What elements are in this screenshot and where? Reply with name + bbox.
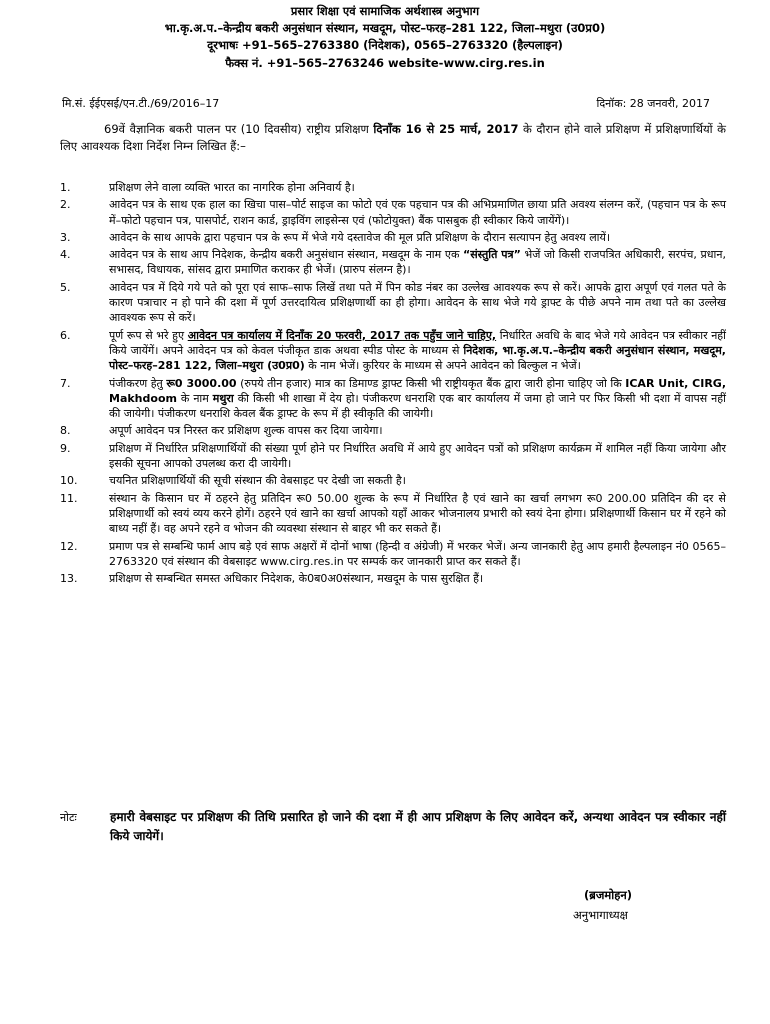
header-line-1: प्रसार शिक्षा एवं सामाजिक अर्थशास्त्र अनुभाग — [290, 4, 480, 18]
list-item — [60, 491, 726, 537]
item-text: प्रशिक्षण लेने वाला व्यक्ति भारत का नागरिक होना अनिवार्य है। — [109, 181, 355, 194]
item-number: 3. — [60, 230, 71, 244]
signatory-designation: अनुभागाध्यक्ष — [573, 908, 628, 922]
signatory-name: (ब्रजमोहन) — [584, 888, 632, 902]
list-item — [60, 473, 726, 488]
item-text: अपूर्ण आवेदन पत्र निरस्त कर प्रशिक्षण शुल्क वापस कर दिया जायेगा। — [109, 424, 383, 438]
header-line-3: दूरभाषः +91–565–2763380 (निदेशक), 0565–2763320 (हैल्पलाइन) — [207, 38, 563, 52]
item-text: निर्धारित अवधि के बाद भेजे गये आवेदन पत्र स्वीकार नहीं किये जायेंगें। अपने आवेदन पत्र को केवल पंजीकृत डाक अथवा स्पीड पोस्ट के माध्यम से — [109, 328, 726, 357]
item-number: 4. — [60, 248, 71, 262]
deadline-text: आवेदन पत्र कार्यालय में दिनॉंक 20 फरवरी, 2017 तक पहुँच जाने चाहिए, — [187, 328, 497, 342]
item-number: 8. — [60, 424, 71, 438]
item-text: की किसी भी शाखा में देय हो। पंजीकरण धनराशि एक बार कार्यालय में जमा हो जाने पर फिर किसी भी दशा में वापस नहीं की जायेगी। पंजीकरण धनराशि केवल बैंक ड्राफ्ट के रूप में ही स्वीकृति की जायेगी। — [109, 391, 726, 421]
guidelines-list — [60, 180, 726, 588]
item-number: 7. — [60, 376, 71, 390]
item-number: 11. — [60, 491, 78, 505]
list-item — [60, 539, 726, 570]
item-text: पूर्ण रूप से भरे हुए — [109, 328, 188, 342]
postal-address: निदेशक, भा.कृ.अ.प.–केन्द्रीय बकरी अनुसंधान संस्थान, मखदूम, पोस्ट–फरह–281 122, जिला–मथुरा (उ0प्र0) — [109, 343, 726, 373]
list-item — [60, 571, 726, 586]
list-item — [60, 197, 726, 228]
list-item — [60, 423, 726, 438]
list-item — [60, 280, 726, 326]
item-text: चयनित प्रशिक्षणार्थियों की सूची संस्थान की वेबसाइट पर देखी जा सकती है। — [109, 474, 406, 488]
item-text: आवेदन पत्र में दिये गये पते को पूरा एवं साफ–साफ लिखें तथा पते में पिन कोड नंबर का उल्लेख आवश्यक रूप से करें। आपके द्वारा अपूर्ण एवं गलत पते के कारण पत्राचार न हो पाने की दशा में पूर्ण उत्तरदायित्व प्रशिक्षणार्थी का ही होगा। आवेदन के साथ भेजे गये ड्राफ्ट के पीछे अपने नाम तथा पते का उल्लेख आवश्यक रूप से करें। — [109, 280, 726, 325]
item-text: प्रशिक्षण से सम्बन्धित समस्त अधिकार निदेशक, के0ब0अ0संस्थान, मखदूम के पास सुरक्षित हैं। — [109, 572, 484, 586]
item-number: 12. — [60, 539, 78, 553]
item-number: 1. — [60, 181, 71, 194]
item-text: पंजीकरण हेतु — [109, 376, 167, 390]
intro-bold-dates: दिनॉंक 16 से 25 मार्च, 2017 — [373, 122, 519, 136]
payee-name: ICAR Unit, CIRG, Makhdoom — [109, 376, 726, 405]
item-text: आवेदन के साथ आपके द्वारा पहचान पत्र के रूप में भेजे गये दस्तावेज की मूल प्रति प्रशिक्षण के दौरान सत्यापन हेतु अवश्य लायें। — [109, 230, 611, 244]
item-text: संस्थान के किसान घर में ठहरने हेतु प्रतिदिन रू0 50.00 शुल्क के रूप में निर्धारित है एवं खाने का खर्चा लगभग रू0 200.00 प्रतिदिन की दर से प्रशिक्षणार्थी को स्वयं व्यय करने होगें। ठहरने एवं खाने का खर्चा आपको यहाँ आकर भोजनालय प्रभारी को स्वयं देना होगा। प्रशिक्षणार्थी किसान घर में रहने को बाध्य नहीं हैं। वह अपने रहने व भोजन की व्यवस्था संस्थान से बाहर भी कर सकते हैं। — [109, 491, 726, 536]
list-item — [60, 180, 726, 195]
item-number: 2. — [60, 198, 71, 212]
recommendation-letter-label: “संस्तुति पत्र” — [463, 248, 521, 262]
note-text: हमारी वेबसाइट पर प्रशिक्षण की तिथि प्रसारित हो जाने की दशा में ही आप प्रशिक्षण के लिए आवेदन करें, अन्यथा आवेदन पत्र स्वीकार नहीं किये जायेगें। — [110, 810, 726, 843]
fee-amount: रू0 3000.00 — [166, 376, 237, 390]
intro-text-2: के दौरान होने वाले प्रशिक्षण में प्रशिक्षणार्थियों के लिए आवश्यक दिशा निर्देश निम्न लिखित हैं:– — [60, 122, 726, 153]
header-line-4: फैक्स नं. +91–565–2763246 website-www.cirg.res.in — [225, 56, 545, 70]
intro-paragraph — [60, 121, 726, 155]
item-number: 10. — [60, 474, 78, 488]
note-label: नोटः — [60, 811, 77, 824]
list-item — [60, 376, 726, 422]
item-text: (रुपये तीन हजार) मात्र का डिमाण्ड ड्राफ्ट किसी भी राष्ट्रीयकृत बैंक द्वारा जारी होना चाहिए जो कि — [236, 376, 626, 390]
item-text: आवेदन पत्र के साथ आप निदेशक, केन्द्रीय बकरी अनुसंधान संस्थान, मखदूम के नाम एक — [109, 248, 464, 262]
item-number: 6. — [60, 328, 71, 342]
list-item — [60, 328, 726, 374]
list-item — [60, 247, 726, 278]
item-text: के नाम — [176, 391, 213, 405]
item-text: भेजें जो किसी राजपत्रित अधिकारी, सरपंच, प्रधान, सभासद, विधायक, सांसद द्वारा प्रमाणित कराकर ही भेजें। (प्रारुप संलग्न है)। — [109, 248, 726, 277]
item-text: प्रशिक्षण में निर्धारित प्रशिक्षणार्थियों की संख्या पूर्ण होने पर निर्धारित अवधि में आये हुए आवेदन पत्रों को प्रशिक्षण कार्यक्रम में शामिल नहीं किया जायेगा और इसकी सूचना आपको उपलब्ध करा दी जायेगी। — [109, 441, 726, 471]
item-text: प्रमाण पत्र से सम्बन्धि फार्म आप बड़े एवं साफ अक्षरों में दोनों भाषा (हिन्दी व अंग्रेजी) में भरकर भेजें। अन्य जानकारी हेतु आप हमारी हैल्पलाइन नं0 0565–2763320 एवं संस्थान की वेबसाइट www.cirg.res.in पर सम्पर्क कर जानकारी प्राप्त कर सकते हैं। — [109, 539, 726, 568]
intro-text-1: 69वें वैज्ञानिक बकरी पालन पर (10 दिवसीय) राष्ट्रीय प्रशिक्षण — [104, 122, 374, 136]
reference-number: मि.सं. ईईएसई/एन.टी./69/2016–17 — [62, 97, 220, 110]
item-number: 9. — [60, 441, 71, 455]
item-number: 5. — [60, 280, 71, 294]
payable-city: मथुरा — [212, 391, 234, 405]
letter-date: दिनॉक: 28 जनवरी, 2017 — [596, 97, 710, 110]
item-number: 13. — [60, 572, 78, 586]
item-text: के नाम भेजें। कुरियर के माध्यम से अपने आवेदन को बिल्कुल न भेजें। — [304, 359, 581, 373]
list-item — [60, 441, 726, 472]
item-text: आवेदन पत्र के साथ एक हाल का खिचा पास–पोर्ट साइज का फोटो एवं एक पहचान पत्र की अभिप्रमाणित छाया प्रति अवश्य संलग्न करें, (पहचान पत्र के रूप में–फोटो पहचान पत्र, पासपोर्ट, राशन कार्ड, ड्राइविंग लाइसेन्स एवं (फोटोयुक्त) बैंक पासबुक ही स्वीकार किये जायेंगें)। — [109, 198, 726, 227]
header-line-2: भा.कृ.अ.प.–केन्द्रीय बकरी अनुसंधान संस्थान, मखदूम, पोस्ट–फरह–281 122, जिला–मथुरा (उ0प्र0) — [164, 21, 606, 35]
list-item — [60, 230, 726, 245]
